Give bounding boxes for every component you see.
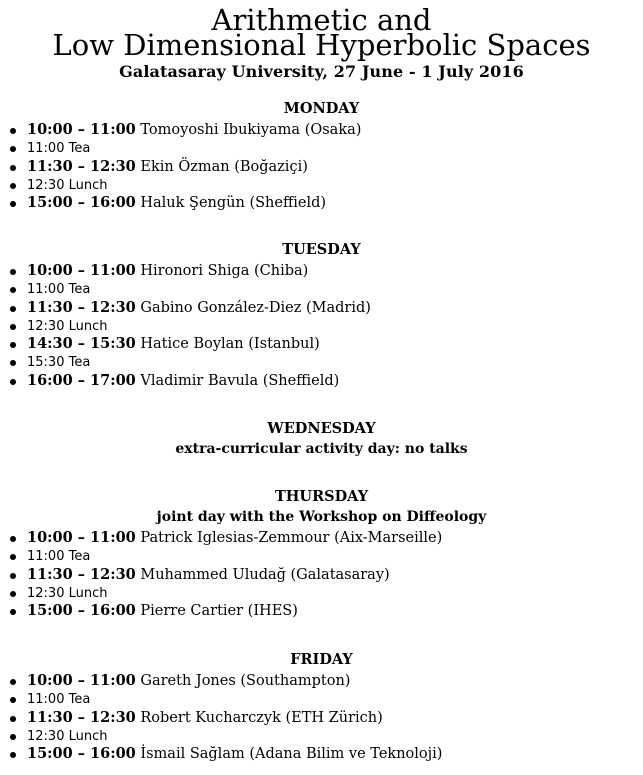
day-note: joint day with the Workshop on Diffeology [156, 509, 487, 525]
bullet-icon [10, 165, 16, 171]
talk-item [0, 566, 643, 584]
bullet-icon [10, 697, 16, 703]
talk-item [0, 745, 643, 763]
bullet-icon [10, 201, 16, 207]
break-label: 11:00 Tea [27, 692, 91, 708]
speaker: İsmail Sağlam (Adana Bilim ve Teknoloji) [140, 746, 443, 763]
break-label: 15:30 Tea [27, 355, 91, 371]
day-heading: MONDAY [283, 100, 360, 117]
bullet-icon [10, 324, 16, 330]
break-item [0, 353, 643, 371]
talk-time: 11:30 – 12:30 [27, 565, 136, 583]
bullet-icon [10, 269, 16, 275]
day-monday [0, 100, 643, 212]
talk-item [0, 121, 643, 139]
talk-item [0, 602, 643, 620]
bullet-icon [10, 183, 16, 189]
schedule-list [0, 672, 643, 763]
talk-time: 16:00 – 17:00 [27, 371, 136, 389]
day-friday [0, 651, 643, 763]
bullet-icon [10, 573, 16, 579]
break-item [0, 690, 643, 708]
day-tuesday [0, 241, 643, 390]
break-label: 11:00 Tea [27, 141, 91, 157]
bullet-icon [10, 752, 16, 758]
talk-item [0, 158, 643, 176]
subtitle: Galatasaray University, 27 June - 1 July 2016 [119, 62, 524, 81]
speaker: Robert Kucharczyk (ETH Zürich) [140, 709, 383, 726]
speaker: Hironori Shiga (Chiba) [140, 263, 309, 279]
speaker: Muhammed Uludağ (Galatasaray) [140, 566, 390, 583]
talk-item [0, 262, 643, 280]
speaker: Pierre Cartier (IHES) [140, 603, 298, 620]
break-label: 12:30 Lunch [27, 318, 108, 334]
bullet-icon [10, 716, 16, 722]
speaker: Ekin Özman (Boğaziçi) [140, 158, 308, 175]
break-item [0, 584, 643, 602]
talk-item [0, 529, 643, 547]
break-item [0, 317, 643, 335]
bullet-icon [10, 146, 16, 152]
break-label: 12:30 Lunch [27, 728, 108, 744]
bullet-icon [10, 554, 16, 560]
talk-item [0, 194, 643, 212]
bullet-icon [10, 379, 16, 385]
talk-time: 11:30 – 12:30 [27, 157, 136, 175]
speaker: Gareth Jones (Southampton) [140, 673, 351, 689]
bullet-icon [10, 342, 16, 348]
talk-time: 15:00 – 16:00 [27, 745, 136, 763]
talk-time: 11:30 – 12:30 [27, 708, 136, 726]
break-label: 12:30 Lunch [27, 177, 108, 193]
day-heading: FRIDAY [290, 651, 353, 668]
break-item [0, 139, 643, 157]
bullet-icon [10, 287, 16, 293]
header [0, 3, 643, 81]
speaker: Haluk Şengün (Sheffield) [140, 195, 327, 212]
speaker: Vladimir Bavula (Sheffield) [140, 372, 340, 389]
speaker: Tomoyoshi Ibukiyama (Osaka) [140, 122, 362, 138]
speaker: Gabino González-Diez (Madrid) [140, 299, 371, 316]
talk-item [0, 299, 643, 317]
bullet-icon [10, 128, 16, 134]
bullet-icon [10, 609, 16, 615]
break-label: 11:00 Tea [27, 549, 91, 565]
day-thursday [0, 488, 643, 620]
bullet-icon [10, 360, 16, 366]
break-label: 12:30 Lunch [27, 585, 108, 601]
bullet-icon [10, 536, 16, 542]
day-note: extra-curricular activity day: no talks [175, 441, 468, 457]
bullet-icon [10, 591, 16, 597]
talk-item [0, 672, 643, 690]
schedule-list [0, 121, 643, 212]
schedule-list [0, 529, 643, 620]
talk-time: 15:00 – 16:00 [27, 602, 136, 620]
talk-time: 14:30 – 15:30 [27, 335, 136, 353]
talk-item [0, 335, 643, 353]
talk-time: 10:00 – 11:00 [27, 529, 136, 546]
talk-time: 10:00 – 11:00 [27, 262, 136, 279]
talk-time: 11:30 – 12:30 [27, 298, 136, 316]
speaker: Hatice Boylan (Istanbul) [140, 336, 320, 353]
day-heading: WEDNESDAY [267, 420, 376, 437]
break-item [0, 727, 643, 745]
bullet-icon [10, 306, 16, 312]
break-item [0, 547, 643, 565]
day-heading: THURSDAY [274, 488, 369, 505]
title-line-1: Arithmetic and [211, 3, 432, 37]
bullet-icon [10, 734, 16, 740]
talk-item [0, 709, 643, 727]
bullet-icon [10, 679, 16, 685]
break-item [0, 176, 643, 194]
day-heading: TUESDAY [282, 241, 361, 258]
talk-item [0, 372, 643, 390]
break-item [0, 280, 643, 298]
schedule-list [0, 262, 643, 390]
break-label: 11:00 Tea [27, 282, 91, 298]
talk-time: 15:00 – 16:00 [27, 194, 136, 212]
day-wednesday [0, 420, 643, 457]
title-line-2: Low Dimensional Hyperbolic Spaces [52, 28, 591, 62]
speaker: Patrick Iglesias-Zemmour (Aix-Marseille) [140, 530, 443, 546]
talk-time: 10:00 – 11:00 [27, 672, 136, 689]
talk-time: 10:00 – 11:00 [27, 121, 136, 138]
